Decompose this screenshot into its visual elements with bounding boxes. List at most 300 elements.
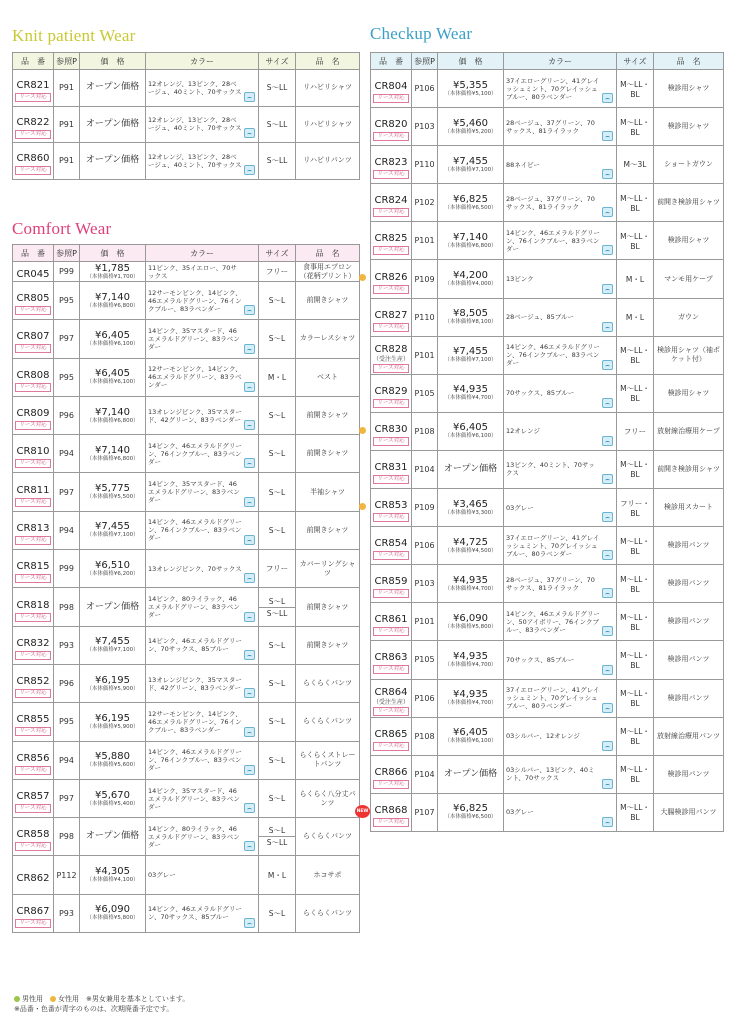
header-row (13, 245, 360, 262)
lease-badge: リース対応 (15, 383, 51, 392)
product-code: CR829 (374, 385, 408, 397)
size: M〜LL・BL (617, 336, 654, 374)
washable-icon (244, 382, 255, 392)
washable-icon (244, 918, 255, 928)
product-name: 検診用シャツ (654, 70, 724, 108)
lease-badge: リース対応 (15, 766, 51, 775)
column-header: カラー (146, 245, 259, 262)
price: ¥5,880 (95, 751, 130, 763)
table-row[interactable] (371, 641, 724, 679)
column-header: サイズ (259, 53, 296, 70)
column-header: 品 名 (296, 245, 360, 262)
product-name: 検診用パンツ (654, 565, 724, 603)
price: ¥6,825 (453, 193, 488, 205)
table-row[interactable] (13, 435, 360, 473)
table-row[interactable] (371, 527, 724, 565)
product-name: らくらくパンツ (296, 664, 360, 702)
price: ¥7,455 (453, 346, 488, 358)
male-label: 男性用 (22, 995, 43, 1003)
price: ¥6,090 (453, 612, 488, 624)
product-code: CR855 (16, 714, 50, 726)
lease-badge: リース対応 (373, 364, 409, 373)
product-code: CR867 (16, 905, 50, 917)
size: M〜LL・BL (617, 755, 654, 793)
price: オープン価格 (85, 82, 140, 93)
price: ¥6,195 (95, 712, 130, 724)
product-code: CR830 (374, 423, 408, 435)
table-row[interactable] (13, 779, 360, 817)
table-row[interactable] (13, 282, 360, 320)
size: M〜LL・BL (617, 717, 654, 755)
color-list: 13オレンジピンク、35マスタード、42グリーン、83ラベンダー (148, 407, 242, 424)
washable-icon (602, 626, 613, 636)
washable-icon (602, 398, 613, 408)
size: M・L (259, 358, 296, 396)
product-name: マンモ用ケープ (654, 260, 724, 298)
table-row[interactable] (371, 412, 724, 450)
product-name: 検診用シャツ（袖ポケット付） (654, 336, 724, 374)
color-list: 37イエローグリーン、41グレイッシュミント、70グレイッシュブルー、80ラベンダー (506, 533, 600, 558)
product-name: リハビリパンツ (296, 143, 360, 180)
color-list: 14ピンク、80ライラック、46エメラルドグリーン、83ラベンダー (148, 595, 240, 620)
washable-icon (602, 817, 613, 827)
color-list: 37イエローグリーン、41グレイッシュミント、70グレイッシュブルー、80ラベンダー (506, 686, 600, 711)
checkup-title: Checkup Wear (370, 24, 473, 43)
table-row[interactable] (13, 818, 360, 856)
product-code: CR831 (374, 461, 408, 473)
base-price: （本体価格¥8,100） (444, 319, 497, 326)
product-name: 前開き検診用シャツ (654, 184, 724, 222)
table-row[interactable] (371, 108, 724, 146)
color-list: 28ベージュ、37グリーン、70サックス、81ライラック (506, 194, 595, 211)
base-price: （本体価格¥6,800） (86, 455, 139, 462)
product-code: CR825 (374, 233, 408, 245)
base-price: （本体価格¥5,100） (444, 90, 497, 97)
price: ¥8,505 (453, 308, 488, 320)
base-price: （本体価格¥5,800） (444, 623, 497, 630)
price: ¥5,775 (95, 483, 130, 495)
table-row[interactable] (371, 603, 724, 641)
column-header: 参照P (412, 53, 438, 70)
color-list: 14ピンク、46エメラルドグリーン、76インクブルー、83ラベンダー (506, 343, 600, 368)
size: S〜L (268, 596, 286, 606)
color-list: 14ピンク、35マスタード、46エメラルドグリーン、83ラベンダー (148, 786, 240, 811)
product-code: CR865 (374, 728, 408, 740)
lease-badge: リース対応 (373, 94, 409, 103)
color-list: 70サックス、85ブルー (506, 389, 575, 398)
base-price: （本体価格¥6,100） (86, 379, 139, 386)
product-name: 検診用パンツ (654, 755, 724, 793)
base-price: （本体価格¥6,100） (444, 433, 497, 440)
lease-badge: リース対応 (15, 613, 51, 622)
reference-page: P107 (412, 793, 438, 831)
lease-badge: リース対応 (15, 459, 51, 468)
washable-icon (244, 803, 255, 813)
product-code: CR864 (374, 687, 408, 699)
lease-badge: リース対応 (15, 804, 51, 813)
table-row[interactable] (371, 755, 724, 793)
reference-page: P99 (54, 262, 80, 282)
size: S〜LL (259, 106, 296, 143)
column-header: カラー (504, 53, 617, 70)
product-code: CR807 (16, 331, 50, 343)
knit-table (12, 52, 360, 180)
color-list: 14ピンク、46エメラルドグリーン、70サックス、85ブルー (148, 637, 242, 654)
table-row[interactable] (13, 664, 360, 702)
table-row[interactable] (371, 298, 724, 336)
base-price: （本体価格¥3,300） (444, 509, 497, 516)
reference-page: P91 (54, 106, 80, 143)
female-dot-icon (359, 427, 366, 434)
lease-badge: リース対応 (373, 707, 409, 716)
price: ¥7,140 (95, 444, 130, 456)
reference-page: P94 (54, 741, 80, 779)
washable-icon (602, 550, 613, 560)
base-price: （本体価格¥4,100） (86, 877, 139, 884)
price: ¥5,460 (453, 117, 488, 129)
reference-page: P101 (412, 336, 438, 374)
color-list: 03グレー (506, 503, 534, 512)
washable-icon (244, 573, 255, 583)
washable-icon (602, 665, 613, 675)
product-name: 検診用シャツ (654, 222, 724, 260)
table-row[interactable] (13, 511, 360, 549)
table-row[interactable] (13, 550, 360, 588)
washable-icon (244, 458, 255, 468)
washable-icon (244, 650, 255, 660)
price: オープン価格 (85, 155, 140, 166)
size: フリー (259, 550, 296, 588)
lease-badge: リース対応 (373, 399, 409, 408)
product-code: CR818 (16, 599, 50, 611)
price: ¥6,825 (453, 803, 488, 815)
made-to-order-note: （受注生産） (372, 356, 409, 364)
color-list: 14ピンク、46エメラルドグリーン、76インクブルー、83ラベンダー (148, 748, 242, 773)
base-price: （本体価格¥5,900） (86, 685, 139, 692)
product-name: 食事用エプロン（花柄プリント） (296, 262, 360, 282)
washable-icon (602, 245, 613, 255)
product-code: CR805 (16, 293, 50, 305)
column-header: 品 番 (13, 53, 54, 70)
washable-icon (244, 688, 255, 698)
washable-icon (244, 535, 255, 545)
table-row[interactable] (13, 626, 360, 664)
price: ¥7,455 (453, 155, 488, 167)
product-code: CR826 (374, 271, 408, 283)
product-code: CR808 (16, 369, 50, 381)
lease-badge: リース対応 (373, 780, 409, 789)
product-code: CR856 (16, 752, 50, 764)
price: ¥4,935 (453, 384, 488, 396)
column-header: 価 格 (80, 53, 146, 70)
product-name: 検診用パンツ (654, 603, 724, 641)
base-price: （本体価格¥7,100） (86, 647, 139, 654)
table-row[interactable] (13, 106, 360, 143)
price: ¥5,355 (453, 79, 488, 91)
product-code: CR827 (374, 309, 408, 321)
product-code: CR820 (374, 119, 408, 131)
price: ¥6,090 (95, 904, 130, 916)
size: S〜L (259, 511, 296, 549)
base-price: （本体価格¥6,500） (444, 204, 497, 211)
table-row[interactable] (13, 70, 360, 107)
female-dot-icon (359, 503, 366, 510)
lease-badge: リース対応 (15, 651, 51, 660)
lease-badge: リース対応 (373, 323, 409, 332)
price: ¥6,195 (95, 674, 130, 686)
washable-icon (244, 344, 255, 354)
base-price: （本体価格¥6,200） (86, 570, 139, 577)
table-row[interactable] (371, 184, 724, 222)
washable-icon (602, 284, 613, 294)
new-badge: NEW (355, 805, 370, 818)
size: M〜LL・BL (617, 374, 654, 412)
price: オープン価格 (85, 118, 140, 129)
product-code: CR823 (374, 157, 408, 169)
color-list: 14ピンク、35マスタード、46エメラルドグリーン、83ラベンダー (148, 480, 240, 505)
column-header: サイズ (259, 245, 296, 262)
table-row[interactable] (371, 374, 724, 412)
size: M〜LL・BL (617, 222, 654, 260)
lease-badge: リース対応 (15, 689, 51, 698)
product-code: CR813 (16, 522, 50, 534)
discontinue-note: ※品番・色番が青字のものは、次期廃番予定です。 (14, 1005, 174, 1013)
table-row[interactable] (371, 336, 724, 374)
washable-icon (602, 512, 613, 522)
product-name: 前開きシャツ (296, 396, 360, 434)
column-header: 品 番 (13, 245, 54, 262)
product-code: CR868 (374, 804, 408, 816)
reference-page: P95 (54, 703, 80, 741)
table-row[interactable] (13, 703, 360, 741)
lease-badge: リース対応 (373, 132, 409, 141)
table-row[interactable] (13, 856, 360, 894)
product-name: らくらくパンツ (296, 818, 360, 856)
base-price: （本体価格¥4,500） (444, 547, 497, 554)
product-code: CR858 (16, 829, 50, 841)
price: ¥6,405 (453, 727, 488, 739)
washable-icon (602, 703, 613, 713)
product-name: リハビリシャツ (296, 70, 360, 107)
size: S〜L (259, 282, 296, 320)
table-row[interactable] (371, 717, 724, 755)
product-name: 前開きシャツ (296, 282, 360, 320)
column-header: 品 名 (296, 53, 360, 70)
price: ¥6,405 (95, 368, 130, 380)
color-list: 13オレンジピンク、35マスタード、42グリーン、83ラベンダー (148, 675, 242, 692)
product-name: ホコサポ (296, 856, 360, 894)
washable-icon (244, 420, 255, 430)
size: フリー (259, 262, 296, 282)
product-code: CR862 (16, 872, 50, 884)
reference-page: P101 (412, 603, 438, 641)
table-row[interactable] (13, 320, 360, 358)
base-price: （本体価格¥1,700） (86, 273, 139, 280)
product-code: CR859 (374, 576, 408, 588)
product-code: CR809 (16, 408, 50, 420)
size: フリー (617, 412, 654, 450)
table-row[interactable] (371, 565, 724, 603)
color-list: 12オレンジ、13ピンク、28ベージュ、40ミント、70サックス (148, 116, 242, 133)
washable-icon (244, 165, 255, 175)
table-row[interactable] (13, 741, 360, 779)
table-row[interactable] (13, 588, 360, 626)
product-code: CR854 (374, 538, 408, 550)
product-name: 検診用パンツ (654, 527, 724, 565)
lease-badge: リース対応 (373, 246, 409, 255)
reference-page: P104 (412, 450, 438, 488)
product-code: CR811 (16, 484, 50, 496)
lease-badge: リース対応 (373, 818, 409, 827)
table-row[interactable] (371, 146, 724, 184)
product-code: CR866 (374, 766, 408, 778)
reference-page: P95 (54, 358, 80, 396)
comfort-table (12, 244, 360, 933)
lease-badge: リース対応 (373, 475, 409, 484)
checkup-table (370, 52, 724, 832)
size: M〜LL・BL (617, 450, 654, 488)
lease-badge: リース対応 (373, 513, 409, 522)
table-row[interactable] (13, 358, 360, 396)
washable-icon (602, 588, 613, 598)
size: M〜LL・BL (617, 793, 654, 831)
color-list: 03シルバー、13ピンク、40ミント、70サックス (506, 766, 595, 783)
unisex-note: ※男女兼用を基本としています。 (86, 995, 190, 1003)
size: S〜L (259, 894, 296, 932)
lease-badge: リース対応 (15, 306, 51, 315)
price: ¥4,935 (453, 650, 488, 662)
base-price: （本体価格¥6,500） (444, 814, 497, 821)
reference-page: P91 (54, 70, 80, 107)
table-row[interactable] (371, 70, 724, 108)
washable-icon (244, 841, 255, 851)
reference-page: P103 (412, 108, 438, 146)
product-code: CR857 (16, 791, 50, 802)
size: S〜LL (259, 143, 296, 180)
size: M〜LL・BL (617, 108, 654, 146)
table-row[interactable] (371, 679, 724, 717)
base-price: （本体価格¥4,700） (444, 700, 497, 707)
lease-badge: リース対応 (373, 170, 409, 179)
table-row[interactable] (371, 222, 724, 260)
washable-icon (244, 128, 255, 138)
price: ¥7,140 (453, 231, 488, 243)
product-name: ベスト (296, 358, 360, 396)
column-header: カラー (146, 53, 259, 70)
washable-icon (602, 322, 613, 332)
reference-page: P103 (412, 565, 438, 603)
size: M〜LL・BL (617, 527, 654, 565)
size-alt: S〜LL (259, 836, 295, 848)
price: ¥4,200 (453, 270, 488, 282)
size: M〜LL・BL (617, 603, 654, 641)
male-dot-icon (14, 996, 20, 1002)
table-row[interactable] (371, 489, 724, 527)
product-name: 検診用シャツ (654, 108, 724, 146)
table-row[interactable] (371, 260, 724, 298)
color-list: 13オレンジピンク、70サックス (148, 564, 242, 573)
table-row[interactable] (13, 894, 360, 932)
reference-page: P106 (412, 527, 438, 565)
color-list: 14ピンク、46エメラルドグリーン、76インクブルー、83ラベンダー (148, 518, 242, 543)
product-code: CR815 (16, 561, 50, 573)
lease-badge: リース対応 (15, 130, 51, 139)
table-row[interactable] (371, 793, 724, 831)
table-row[interactable] (13, 396, 360, 434)
base-price: （本体価格¥7,100） (444, 357, 497, 364)
color-list: 28ベージュ、37グリーン、70サックス、81ライラック (506, 575, 595, 592)
column-header: 参照P (54, 245, 80, 262)
table-row[interactable] (371, 450, 724, 488)
product-name: 大腸検診用パンツ (654, 793, 724, 831)
size: S〜L (259, 435, 296, 473)
product-name: 放射線治療用ケープ (654, 412, 724, 450)
reference-page: P106 (412, 70, 438, 108)
reference-page: P101 (412, 222, 438, 260)
price: ¥4,935 (453, 574, 488, 586)
price: ¥4,305 (95, 866, 130, 878)
washable-icon (244, 92, 255, 102)
price: ¥3,465 (453, 498, 488, 510)
table-row[interactable] (13, 262, 360, 282)
product-code: CR860 (16, 153, 50, 165)
price: ¥7,455 (95, 521, 130, 533)
product-code: CR832 (16, 637, 50, 649)
color-list: 11ピンク、35イエロー、70サックス (148, 263, 237, 280)
washable-icon (602, 741, 613, 751)
color-list: 14ピンク、46エメラルドグリーン、50アイボリー、76インクブルー、83ラベンダー (506, 609, 600, 634)
product-code: CR852 (16, 676, 50, 688)
base-price: （本体価格¥7,100） (444, 166, 497, 173)
table-row[interactable] (13, 473, 360, 511)
color-list: 12オレンジ、13ピンク、28ベージュ、40ミント、70サックス (148, 152, 242, 169)
color-list: 14ピンク、80ライラック、46エメラルドグリーン、83ラベンダー (148, 824, 240, 849)
reference-page: P109 (412, 260, 438, 298)
knit-title: Knit patient Wear (12, 26, 136, 45)
size: S〜L (268, 826, 286, 836)
reference-page: P97 (54, 779, 80, 817)
product-name: 前開きシャツ (296, 626, 360, 664)
color-list: 03シルバー、12オレンジ (506, 732, 580, 741)
size: S〜L (259, 779, 296, 817)
reference-page: P112 (54, 856, 80, 894)
price: オープン価格 (85, 601, 140, 612)
size: M〜LL・BL (617, 565, 654, 603)
reference-page: P91 (54, 143, 80, 180)
reference-page: P105 (412, 374, 438, 412)
color-list: 14ピンク、46エメラルドグリーン、76インクブルー、83ラベンダー (506, 228, 600, 253)
reference-page: P97 (54, 320, 80, 358)
table-row[interactable] (13, 143, 360, 180)
product-name: ガウン (654, 298, 724, 336)
reference-page: P104 (412, 755, 438, 793)
size: S〜L (259, 396, 296, 434)
column-header: 価 格 (438, 53, 504, 70)
lease-badge: リース対応 (373, 665, 409, 674)
size: M〜3L (617, 146, 654, 184)
product-name: らくらくパンツ (296, 894, 360, 932)
product-name: 検診用シャツ (654, 374, 724, 412)
color-list: 12サーモンピンク、14ピンク、46エメラルドグリーン、76インクブルー、83ラベンダー (148, 709, 242, 734)
product-name: らくらくパンツ (296, 703, 360, 741)
product-code: CR804 (374, 81, 408, 93)
color-list: 88ネイビー (506, 160, 540, 169)
reference-page: P105 (412, 641, 438, 679)
column-header: サイズ (617, 53, 654, 70)
base-price: （本体価格¥5,900） (86, 723, 139, 730)
color-list: 12オレンジ、13ピンク、28ベージュ、40ミント、70サックス (148, 79, 242, 96)
product-name: カバーリングシャツ (296, 550, 360, 588)
